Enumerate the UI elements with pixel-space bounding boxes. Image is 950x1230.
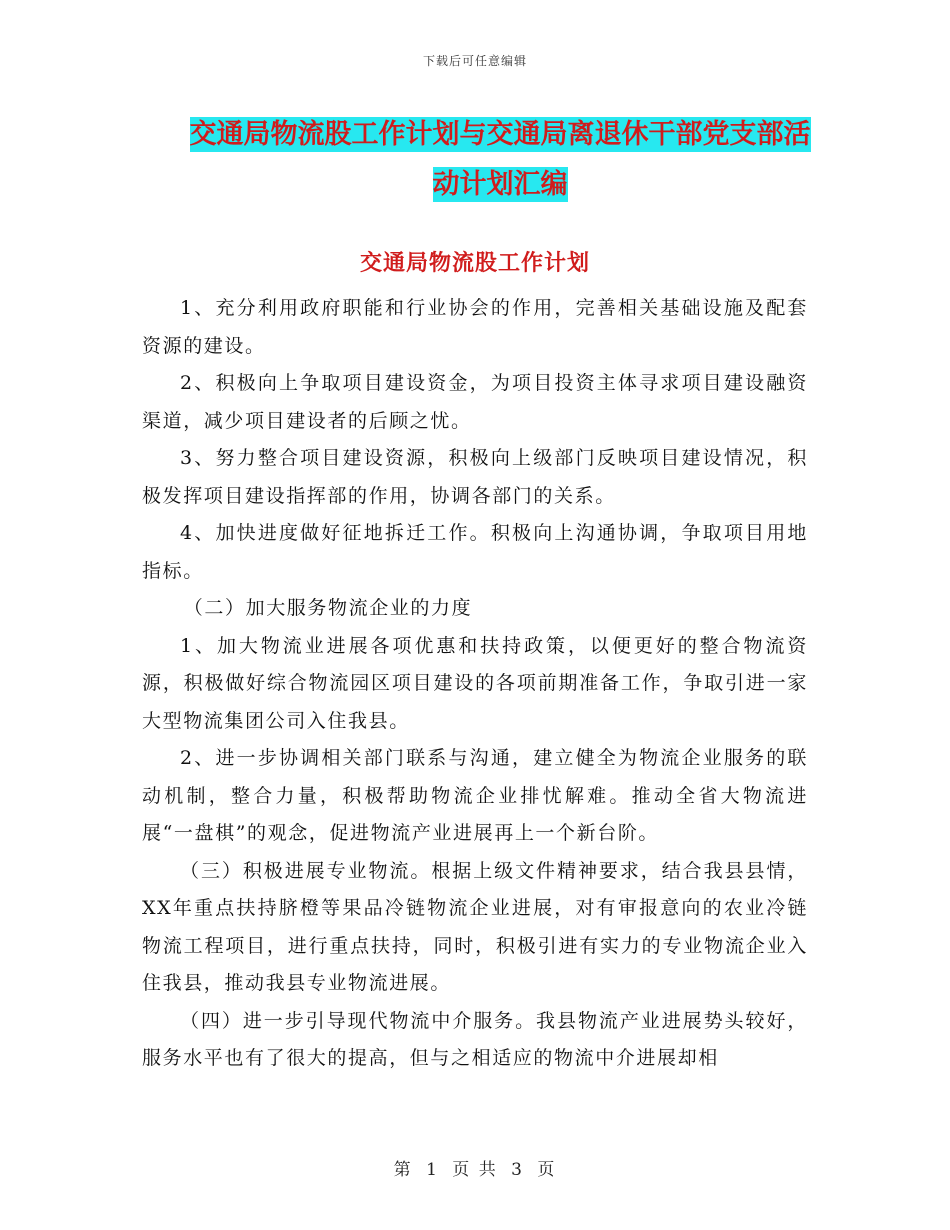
subheading: （二）加大服务物流企业的力度 (183, 597, 473, 619)
paragraph: （三）积极进展专业物流。根据上级文件精神要求，结合我县县情，XX年重点扶持脐橙等果品冷链物流企业进展，对有审报意向的农业冷链物流工程项目，进行重点扶持，同时，积极引进有实力的专业物流企业入住我县，推动我县专业物流进展。 (142, 859, 808, 994)
footer-total-pages: 3 (511, 1160, 524, 1180)
paragraph: 2、进一步协调相关部门联系与沟通，建立健全为物流企业服务的联动机制，整合力量，积极帮助物流企业排忧解难。推动全省大物流进展“一盘棋”的观念，促进物流产业进展再上一个新台阶。 (142, 747, 808, 844)
paragraph: 2、积极向上争取项目建设资金，为项目投资主体寻求项目建设融资渠道，减少项目建设者的后顾之忧。 (142, 372, 808, 432)
page-footer (0, 1155, 950, 1180)
paragraph: 1、充分利用政府职能和行业协会的作用，完善相关基础设施及配套资源的建设。 (142, 297, 808, 357)
footer-middle: 页 共 (452, 1160, 498, 1180)
paragraph: 4、加快进度做好征地拆迁工作。积极向上沟通协调，争取项目用地指标。 (142, 522, 808, 582)
footer-page-number: 1 (426, 1160, 439, 1180)
title-line-1: 交通局物流股工作计划与交通局离退休干部党支部活 (189, 119, 811, 150)
paragraph: 3、努力整合项目建设资源，积极向上级部门反映项目建设情况，积极发挥项目建设指挥部的作用，协调各部门的关系。 (142, 447, 808, 507)
section-title: 交通局物流股工作计划 (359, 251, 590, 276)
footer-suffix: 页 (537, 1160, 557, 1180)
document-title (140, 110, 860, 210)
paragraph: 1、加大物流业进展各项优惠和扶持政策，以便更好的整合物流资源，积极做好综合物流园区项目建设的各项前期准备工作，争取引进一家大型物流集团公司入住我县。 (142, 634, 808, 732)
paragraph: （四）进一步引导现代物流中介服务。我县物流产业进展势头较好，服务水平也有了很大的提高，但与之相适应的物流中介进展却相 (142, 1009, 808, 1069)
document-body (142, 290, 808, 1078)
title-line-2: 动计划汇编 (432, 169, 568, 200)
footer-prefix: 第 (393, 1160, 413, 1180)
header-note: 下载后可任意编辑 (422, 54, 527, 68)
